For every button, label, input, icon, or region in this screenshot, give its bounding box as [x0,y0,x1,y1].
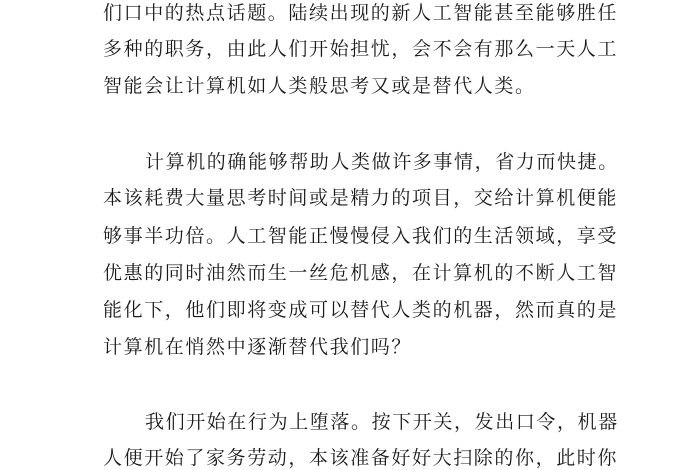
paragraph-1-line-1: 们口中的热点话题。陆续出现的新人工智能甚至能够胜任 [103,2,619,24]
paragraph-2-line-5: 能化下，他们即将变成可以替代人类的机器，然而真的是 [103,299,619,321]
paragraph-2-line-3: 够事半功倍。人工智能正慢慢侵入我们的生活领域，享受 [103,225,619,247]
paragraph-2-line-1: 计算机的确能够帮助人类做许多事情，省力而快捷。 [145,151,619,173]
paragraph-2-line-2: 本该耗费大量思考时间或是精力的项目，交给计算机便能 [103,187,619,209]
paragraph-1-line-3: 智能会让计算机如人类般思考又或是替代人类。 [103,75,536,97]
paragraph-1-line-2: 多种的职务，由此人们开始担忧，会不会有那么一天人工 [103,38,619,60]
paragraph-2-line-4: 优惠的同时油然而生一丝危机感，在计算机的不断人工智 [103,262,619,284]
paragraph-2-line-6: 计算机在悄然中逐渐替代我们吗？ [103,336,413,358]
paragraph-3-line-1: 我们开始在行为上堕落。按下开关，发出口令，机器 [145,411,619,433]
paragraph-3-line-2: 人便开始了家务劳动，本该准备好好大扫除的你，此时你 [103,447,619,469]
